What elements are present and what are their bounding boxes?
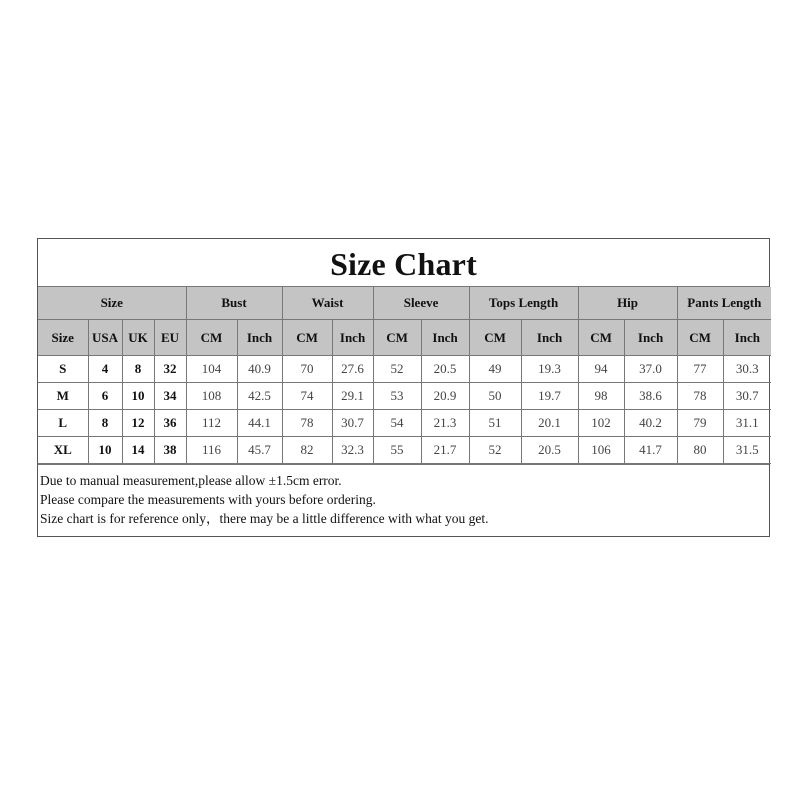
cell: 32: [154, 356, 186, 383]
cell: 108: [186, 383, 237, 410]
cell: 98: [578, 383, 624, 410]
group-tops-length: Tops Length: [469, 287, 578, 320]
cell: 34: [154, 383, 186, 410]
cell: 52: [373, 356, 421, 383]
chart-title: Size Chart: [38, 239, 769, 287]
cell: 32.3: [332, 437, 373, 464]
cell: 78: [282, 410, 332, 437]
cell: 8: [88, 410, 122, 437]
subheader-sleeve-cm: CM: [373, 320, 421, 356]
subheader-eu: EU: [154, 320, 186, 356]
cell: 21.3: [421, 410, 469, 437]
cell: 31.5: [723, 437, 771, 464]
subheader-uk: UK: [122, 320, 154, 356]
cell: 50: [469, 383, 521, 410]
cell: 10: [122, 383, 154, 410]
cell: 20.9: [421, 383, 469, 410]
cell: 37.0: [624, 356, 677, 383]
cell: 104: [186, 356, 237, 383]
cell: 21.7: [421, 437, 469, 464]
group-sleeve: Sleeve: [373, 287, 469, 320]
cell: 30.7: [723, 383, 771, 410]
cell: 116: [186, 437, 237, 464]
cell: 45.7: [237, 437, 282, 464]
cell: 30.3: [723, 356, 771, 383]
cell: 106: [578, 437, 624, 464]
subheader-tops-cm: CM: [469, 320, 521, 356]
cell: S: [38, 356, 88, 383]
note-compare: Please compare the measurements with yours before ordering.: [40, 492, 376, 507]
subheader-size: Size: [38, 320, 88, 356]
table-row: [38, 437, 771, 464]
cell: 20.1: [521, 410, 578, 437]
group-pants-length: Pants Length: [677, 287, 771, 320]
cell: 54: [373, 410, 421, 437]
subheader-tops-inch: Inch: [521, 320, 578, 356]
cell: M: [38, 383, 88, 410]
cell: 102: [578, 410, 624, 437]
cell: 55: [373, 437, 421, 464]
subheader-bust-inch: Inch: [237, 320, 282, 356]
subheader-pants-inch: Inch: [723, 320, 771, 356]
cell: 4: [88, 356, 122, 383]
cell: 19.7: [521, 383, 578, 410]
cell: 79: [677, 410, 723, 437]
cell: 42.5: [237, 383, 282, 410]
cell: 19.3: [521, 356, 578, 383]
cell: 94: [578, 356, 624, 383]
subheader-row: [38, 320, 771, 356]
group-hip: Hip: [578, 287, 677, 320]
group-header-row: [38, 287, 771, 320]
cell: 80: [677, 437, 723, 464]
cell: 14: [122, 437, 154, 464]
cell: 8: [122, 356, 154, 383]
subheader-sleeve-inch: Inch: [421, 320, 469, 356]
group-bust: Bust: [186, 287, 282, 320]
cell: 30.7: [332, 410, 373, 437]
cell: 52: [469, 437, 521, 464]
cell: 38: [154, 437, 186, 464]
cell: 41.7: [624, 437, 677, 464]
cell: 53: [373, 383, 421, 410]
table-row: [38, 410, 771, 437]
subheader-pants-cm: CM: [677, 320, 723, 356]
cell: 12: [122, 410, 154, 437]
cell: XL: [38, 437, 88, 464]
note-measurement-error: Due to manual measurement,please allow ±1.5cm error.: [40, 473, 342, 488]
group-waist: Waist: [282, 287, 373, 320]
subheader-bust-cm: CM: [186, 320, 237, 356]
cell: 112: [186, 410, 237, 437]
cell: 44.1: [237, 410, 282, 437]
cell: 20.5: [521, 437, 578, 464]
subheader-waist-cm: CM: [282, 320, 332, 356]
cell: 27.6: [332, 356, 373, 383]
cell: 20.5: [421, 356, 469, 383]
table-row: [38, 383, 771, 410]
cell: 6: [88, 383, 122, 410]
subheader-hip-inch: Inch: [624, 320, 677, 356]
cell: 36: [154, 410, 186, 437]
cell: 82: [282, 437, 332, 464]
notes: [38, 464, 769, 536]
cell: 70: [282, 356, 332, 383]
size-table: [38, 287, 771, 464]
subheader-hip-cm: CM: [578, 320, 624, 356]
cell: 40.2: [624, 410, 677, 437]
size-chart: [37, 238, 770, 537]
cell: 29.1: [332, 383, 373, 410]
cell: 49: [469, 356, 521, 383]
subheader-waist-inch: Inch: [332, 320, 373, 356]
cell: 77: [677, 356, 723, 383]
cell: 40.9: [237, 356, 282, 383]
subheader-usa: USA: [88, 320, 122, 356]
group-size: Size: [38, 287, 186, 320]
cell: 38.6: [624, 383, 677, 410]
note-reference-only: Size chart is for reference only，there may be a little difference with what you get.: [40, 511, 489, 526]
cell: 74: [282, 383, 332, 410]
cell: 78: [677, 383, 723, 410]
table-row: [38, 356, 771, 383]
cell: 31.1: [723, 410, 771, 437]
cell: 51: [469, 410, 521, 437]
cell: L: [38, 410, 88, 437]
cell: 10: [88, 437, 122, 464]
